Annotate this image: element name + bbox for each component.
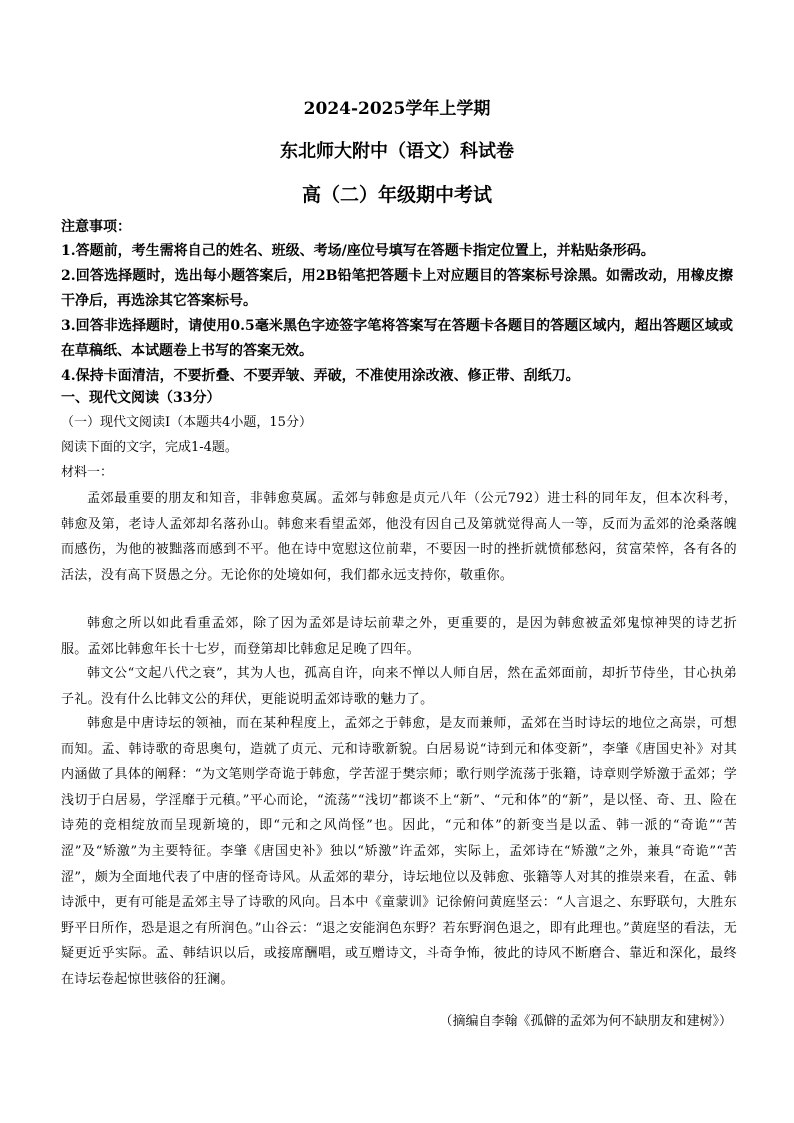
exam-school-title: 东北师大附中（语文）科试卷 (280, 141, 514, 162)
passage-paragraph: 孟郊最重要的朋友和知音，非韩愈莫属。孟郊与韩愈是贞元八年（公元792）进士科的同年友，但本次科考，韩愈及第，老诗人孟郊却名落孙山。韩愈来看望孟郊，他没有因自己及第就觉得高人一等，反而为孟郊的沧桑落魄而感伤，为他的被黜落而感到不平。他在诗中宽慰这位前辈，不要因一时的挫折就愤郁愁闷，贫富荣悴，各有各的活法，没有高下贤愚之分。无论你的处境如何，我们都永远支持你，敬重你。 (61, 491, 737, 583)
passage-paragraph: 韩文公“文起八代之衰”，其为人也，孤高自许，向来不惮以人师自居，然在孟郊面前，却折节侍坐，甘心执弟子礼。没有什么比韩文公的拜伏，更能说明孟郊诗歌的魅力了。 (61, 666, 737, 707)
material-label: 材料一： (61, 465, 114, 480)
section-heading: 一、现代文阅读（33分） (61, 390, 221, 406)
note-item-1: 1.答题前，考生需将自己的姓名、班级、考场/座位号填写在答题卡指定位置上，并粘贴条形码。 (61, 243, 655, 259)
note-item-2: 2.回答选择题时，选出每小题答案后，用2B铅笔把答题卡上对应题目的答案标号涂黑。如需改动，用橡皮擦干净后，再选涂其它答案标号。 (61, 268, 733, 309)
exam-year-title: 2024-2025学年上学期 (303, 99, 491, 119)
subsection-heading: （一）现代文阅读Ⅰ（本题共4小题，15分） (61, 415, 312, 430)
passage-paragraph: 韩愈之所以如此看重孟郊，除了因为孟郊是诗坛前辈之外，更重要的，是因为韩愈被孟郊鬼惊神哭的诗艺折服。孟郊比韩愈年长十七岁，而登第却比韩愈足足晚了四年。 (61, 616, 737, 657)
notes-heading: 注意事项： (61, 219, 131, 235)
note-item-4: 4.保持卡面清洁，不要折叠、不要弄皱、弄破，不准使用涂改液、修正带、刮纸刀。 (61, 368, 580, 384)
reading-instruction: 阅读下面的文字，完成1-4题。 (61, 440, 238, 455)
note-item-3: 3.回答非选择题时，请使用0.5毫米黑色字迹签字笔将答案写在答题卡各题目的答题区域内，超出答题区域或在草稿纸、本试题卷上书写的答案无效。 (61, 318, 733, 359)
exam-grade-title: 高（二）年级期中考试 (301, 184, 492, 206)
passage-paragraph: 韩愈是中唐诗坛的领袖，而在某种程度上，孟郊之于韩愈，是友而兼师，孟郊在当时诗坛的地位之高崇，可想而知。孟、韩诗歌的奇思奥句，造就了贞元、元和诗歌新貌。白居易说“诗到元和体变新”，李肇《唐国史补》对其内涵做了具体的阐释：“为文笔则学奇诡于韩愈，学苦涩于樊宗师；歌行则学流荡于张籍，诗章则学矫激于孟郊；学浅切于白居易，学淫靡于元稹。”平心而论，“流荡”“浅切”都谈不上“新”、“元和体”的“新”，是以怪、奇、丑、险在诗苑的竞相绽放而呈现新境的，即“元和之风尚怪”也。因此，“元和体”的新变当是以孟、韩一派的“奇诡”“苦涩”及“矫激”为主要特征。李肇《唐国史补》独以“矫激”许孟郊，实际上，孟郊诗在“矫激”之外，兼具“奇诡”“苦涩”，颇为全面地代表了中唐的怪奇诗风。从孟郊的辈分，诗坛地位以及韩愈、张籍等人对其的推崇来看，在孟、韩诗派中，更有可能是孟郊主导了诗歌的风向。吕本中《童蒙训》记徐俯问黄庭坚云：“人言退之、东野联句，大胜东野平日所作，恐是退之有所润色。”山谷云：“退之安能润色东野？若东野润色退之，即有此理也。”黄庭坚的看法，无疑更近乎实际。孟、韩结识以后，或接席酬唱，或互赠诗文，斗奇争怖，彼此的诗风不断磨合、靠近和深化，最终在诗坛卷起惊世骇俗的狂澜。 (61, 716, 737, 987)
source-citation: （摘编自李翰《孤僻的孟郊为何不缺朋友和建树》） (439, 1014, 732, 1029)
